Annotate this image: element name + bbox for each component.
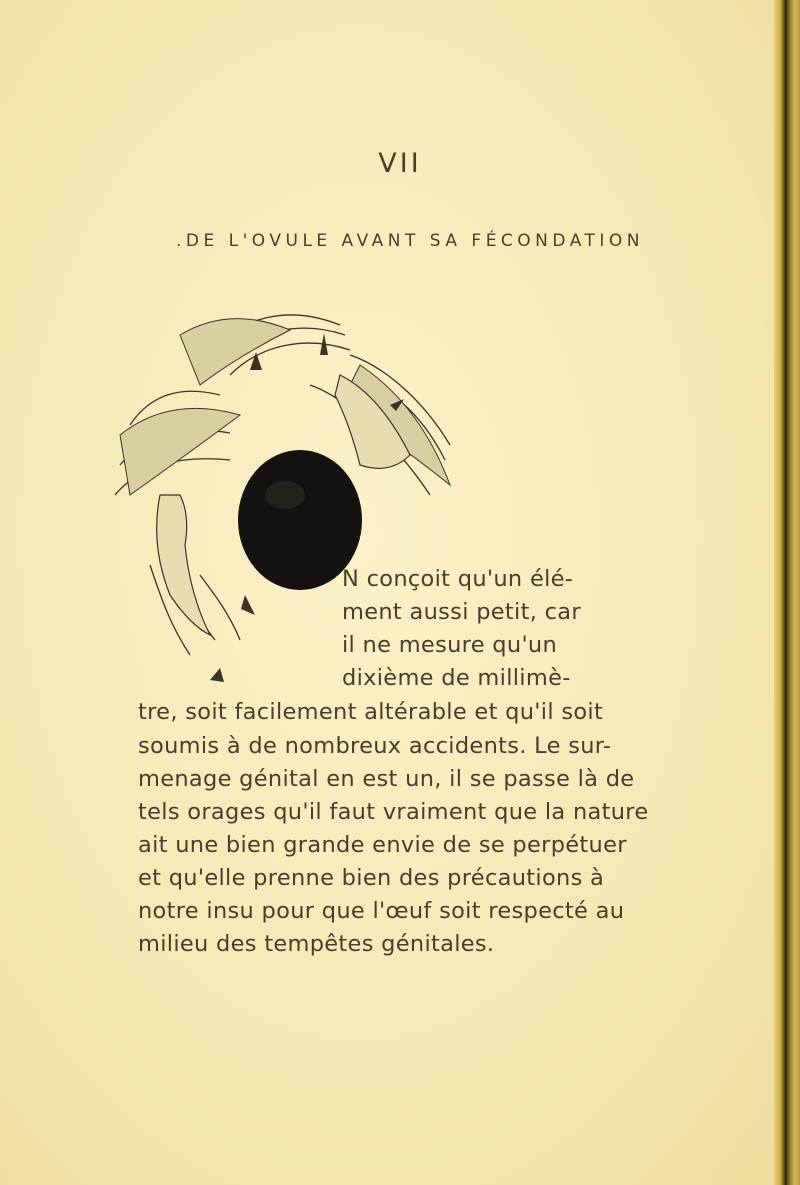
text-line: ment aussi petit, car — [342, 599, 581, 625]
book-spine — [774, 0, 800, 1185]
text-line: notre insu pour que l'œuf soit respecté au — [138, 898, 625, 924]
text-line: ait une bien grande envie de se perpétuer — [138, 832, 627, 858]
text-line: il ne mesure qu'un — [342, 632, 558, 658]
text-line: tels orages qu'il faut vraiment que la nature — [138, 799, 649, 825]
text-line: dixième de millimè- — [342, 665, 571, 691]
text-line: tre, soit facilement altérable et qu'il soit — [138, 699, 604, 725]
text-line: menage génital en est un, il se passe là de — [138, 766, 635, 792]
text-line: soumis à de nombreux accidents. Le sur- — [138, 733, 612, 759]
chapter-number: VII — [378, 148, 422, 179]
text-line: et qu'elle prenne bien des précautions à — [138, 865, 605, 891]
chapter-title: .DE L'OVULE AVANT SA FÉCONDATION — [176, 231, 644, 251]
text-line: milieu des tempêtes génitales. — [138, 931, 495, 957]
text-line: N conçoit qu'un élé- — [342, 566, 574, 592]
